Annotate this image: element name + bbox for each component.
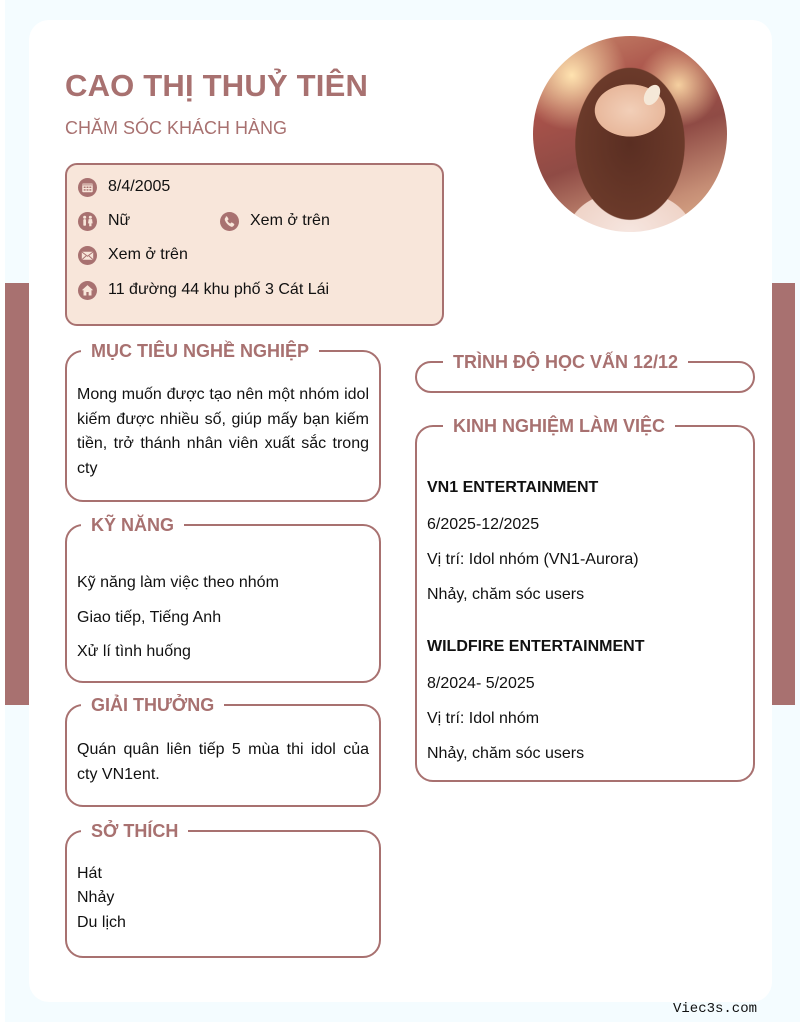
right-accent-bar [772, 283, 795, 705]
skill-item: Giao tiếp, Tiếng Anh [77, 609, 222, 626]
phone-icon [219, 211, 239, 231]
experience-list [427, 427, 743, 777]
skill-item: Xử lí tình huống [77, 643, 191, 660]
watermark: Viec3s.com [673, 1001, 758, 1017]
education-title: TRÌNH ĐỘ HỌC VẤN 12/12 [443, 350, 688, 374]
job-company: WILDFIRE ENTERTAINMENT [427, 638, 645, 655]
hobby-item: Hát [77, 865, 102, 882]
job-position: Vị trí: Idol nhóm [427, 710, 540, 727]
objective-section [65, 341, 381, 502]
job-period: 6/2025-12/2025 [427, 516, 540, 533]
hobbies-list [77, 832, 369, 952]
skills-list [77, 526, 369, 676]
gender-value: Nữ [108, 212, 131, 229]
experience-title: KINH NGHIỆM LÀM VIỆC [443, 414, 675, 438]
candidate-role: CHĂM SÓC KHÁCH HÀNG [65, 118, 288, 138]
address-row [77, 280, 329, 300]
hobbies-title: SỞ THÍCH [81, 819, 188, 843]
phone-value: Xem ở trên [250, 212, 330, 229]
job-position: Vị trí: Idol nhóm (VN1-Aurora) [427, 551, 639, 568]
skill-item: Kỹ năng làm việc theo nhóm [77, 574, 279, 591]
hobbies-section [65, 821, 381, 958]
email-row [77, 245, 188, 265]
objective-title: MỤC TIÊU NGHỀ NGHIỆP [81, 339, 319, 363]
hobby-item: Nhảy [77, 889, 115, 906]
education-section [415, 352, 755, 393]
birthday-row [77, 177, 170, 197]
job-company: VN1 ENTERTAINMENT [427, 479, 599, 496]
objective-text: Mong muốn được tạo nên một nhóm idol kiếm được nhiều số, giúp mấy bạn kiếm tiền, trở thánh nhân viên xuất sắc trong cty [77, 386, 369, 477]
job-description: Nhảy, chăm sóc users [427, 745, 585, 762]
avatar-photo [533, 36, 727, 232]
job-description: Nhảy, chăm sóc users [427, 586, 585, 603]
awards-text: Quán quân liên tiếp 5 mùa thi idol của cty VN1ent. [77, 741, 369, 783]
envelope-icon [77, 245, 97, 265]
candidate-name: CAO THỊ THUỶ TIÊN [65, 68, 369, 103]
skills-section [65, 515, 381, 683]
skills-title: KỸ NĂNG [81, 513, 184, 537]
awards-section [65, 695, 381, 807]
birthday-value: 8/4/2005 [108, 178, 171, 195]
email-value: Xem ở trên [108, 246, 188, 263]
hobby-item: Du lịch [77, 914, 126, 931]
calendar-icon [77, 177, 97, 197]
address-value: 11 đường 44 khu phố 3 Cát Lái [108, 281, 330, 298]
experience-section [415, 416, 755, 782]
contact-info-box [65, 163, 444, 326]
job-period: 8/2024- 5/2025 [427, 675, 535, 692]
photo-hairclip-detail [640, 82, 663, 108]
gender-icon [77, 211, 97, 231]
awards-title: GIẢI THƯỞNG [81, 693, 224, 717]
home-icon [77, 280, 97, 300]
left-accent-bar [5, 283, 29, 705]
phone-row [219, 211, 330, 231]
gender-row [77, 211, 130, 231]
